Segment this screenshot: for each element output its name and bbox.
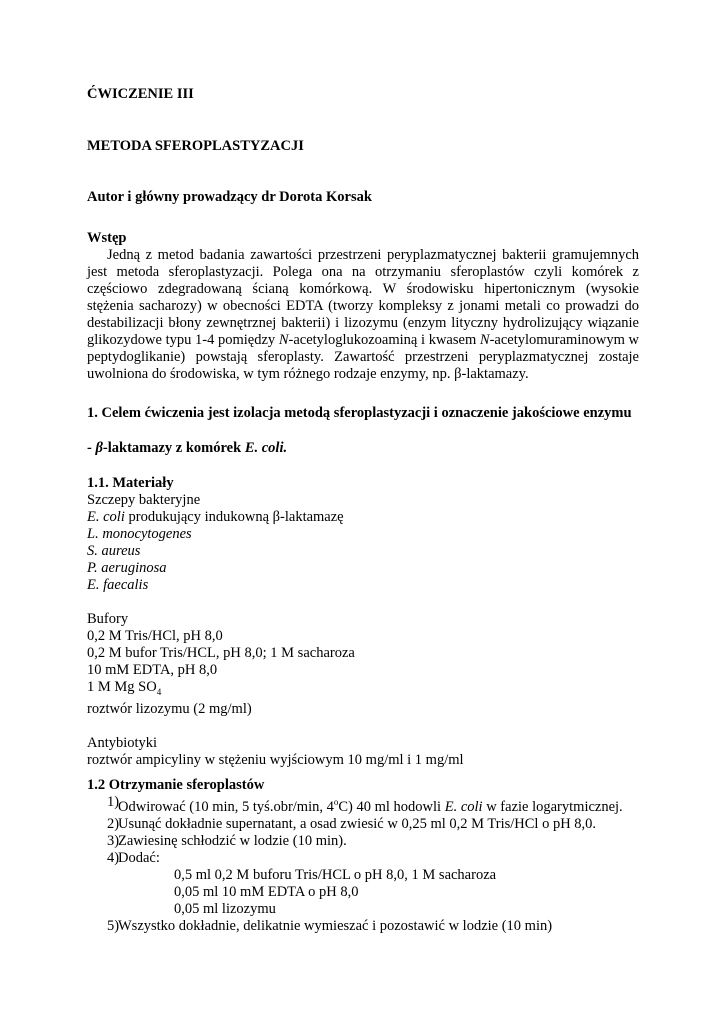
document-title: ĆWICZENIE III bbox=[87, 86, 194, 102]
intro-heading: Wstęp bbox=[87, 230, 127, 246]
step-1-text-a: Odwirować (10 min, 5 tyś.obr/min, 4 bbox=[118, 798, 334, 815]
buffer-3: 10 mM EDTA, pH 8,0 bbox=[87, 662, 218, 678]
step-1-text-c: w fazie logarytmicznej. bbox=[482, 798, 623, 815]
materials-section bbox=[87, 475, 639, 769]
strains-label: Szczepy bakteryjne bbox=[87, 492, 201, 508]
reagent-1: 0,5 ml 0,2 M buforu Tris/HCL o pH 8,0, 1 M sacharoza bbox=[174, 866, 497, 883]
step-4-text: Dodać: bbox=[118, 849, 160, 866]
step-5-text: Wszystko dokładnie, delikatnie wymieszać i pozostawić w lodzie (10 min) bbox=[118, 917, 553, 934]
buffer-4-main: 1 M Mg SO bbox=[87, 679, 157, 695]
antibiotic-1: roztwór ampicyliny w stężeniu wyjściowym 10 mg/ml i 1 mg/ml bbox=[87, 751, 464, 768]
goal-beta: β bbox=[95, 440, 103, 456]
step-number: 5) bbox=[107, 917, 120, 934]
degree-superscript: o bbox=[333, 797, 339, 807]
step-number: 3) bbox=[107, 832, 120, 849]
strain-efaecalis: E. faecalis bbox=[87, 577, 149, 593]
procedure-section bbox=[87, 777, 639, 935]
goal-species: E. coli. bbox=[244, 440, 288, 456]
procedure-step bbox=[87, 794, 639, 816]
strain-paeruginosa: P. aeruginosa bbox=[87, 560, 167, 576]
procedure-step bbox=[87, 850, 639, 867]
materials-heading: 1.1. Materiały bbox=[87, 475, 174, 491]
step-2-text: Usunąć dokładnie supernatant, a osad zwiesić w 0,25 ml 0,2 M Tris/HCl o pH 8,0. bbox=[118, 815, 597, 832]
goal-line-1: 1. Celem ćwiczenia jest izolacja metodą sferoplastyzacji i oznaczenie jakościowe enzymu bbox=[87, 405, 632, 421]
intro-text-2: -acetyloglukozoaminą i kwasem bbox=[288, 332, 480, 348]
goal-enzyme-text: -laktamazy z komórek bbox=[102, 440, 245, 456]
intro-italic-1: N bbox=[278, 332, 289, 348]
step-1-species: E. coli bbox=[444, 798, 483, 815]
buffer-4-subscript: 4 bbox=[156, 686, 162, 697]
reagent-3: 0,05 ml lizozymu bbox=[174, 900, 276, 917]
goal-line-2 bbox=[87, 440, 639, 457]
strain-saureus: S. aureus bbox=[87, 543, 141, 559]
strain-ecoli-name: E. coli bbox=[87, 509, 125, 525]
author-line: Autor i główny prowadzący dr Dorota Korsak bbox=[87, 189, 372, 205]
step-3-text: Zawiesinę schłodzić w lodzie (10 min). bbox=[118, 832, 347, 849]
buffer-4 bbox=[87, 679, 639, 701]
step-number: 4) bbox=[107, 849, 120, 866]
strain-ecoli bbox=[87, 509, 639, 526]
document-subtitle: METODA SFEROPLASTYZACJI bbox=[87, 138, 304, 154]
reagent-2: 0,05 ml 10 mM EDTA o pH 8,0 bbox=[174, 883, 359, 900]
intro-section bbox=[87, 230, 639, 383]
intro-text-3: -acetylomuraminowym w peptydoglikanie) powstają sferoplasty. Zawartość przestrzeni peryplazmatycznej zostaje uwolniona do środowiska, w tym różnego rodzaje enzymy, np. β-laktamazy. bbox=[87, 332, 639, 382]
buffer-5: roztwór lizozymu (2 mg/ml) bbox=[87, 700, 252, 717]
intro-italic-2: N bbox=[479, 332, 490, 348]
procedure-step bbox=[87, 918, 639, 935]
procedure-steps-continued bbox=[87, 918, 639, 935]
procedure-heading: 1.2 Otrzymanie sferoplastów bbox=[87, 777, 265, 793]
buffer-2: 0,2 M bufor Tris/HCL, pH 8,0; 1 M sacharoza bbox=[87, 645, 355, 661]
buffers-label: Bufory bbox=[87, 611, 129, 627]
goal-dash: - bbox=[87, 440, 96, 456]
procedure-step bbox=[87, 816, 639, 833]
strain-listeria: L. monocytogenes bbox=[87, 526, 192, 542]
procedure-steps bbox=[87, 794, 639, 867]
intro-paragraph bbox=[87, 247, 639, 383]
strain-ecoli-desc: produkujący indukowną β-laktamazę bbox=[124, 509, 344, 525]
buffer-1: 0,2 M Tris/HCl, pH 8,0 bbox=[87, 628, 223, 644]
procedure-step bbox=[87, 833, 639, 850]
step-1-text-b: C) 40 ml hodowli bbox=[338, 798, 445, 815]
step-number: 1) bbox=[107, 794, 120, 810]
antibiotics-label: Antybiotyki bbox=[87, 734, 158, 751]
intro-text-1: Jedną z metod badania zawartości przestrzeni peryplazmatycznej bakterii gramujemnych jest metoda sferoplastyzacji. Polega ona na otrzymaniu sferoplastów czyli komórek z częściowo zdegradowaną ścianą komórkową. W środowisku hipertonicznym (wysokie stężenia sacharozy) w obecności EDTA (tworzy kompleksy z jonami metali co prowadzi do destabilizacji błony zewnętrznej bakterii) i lizozymu (enzym lityczny hydrolizujący wiązanie glikozydowe typu 1-4 pomiędzy bbox=[87, 247, 639, 348]
step-number: 2) bbox=[107, 815, 120, 832]
